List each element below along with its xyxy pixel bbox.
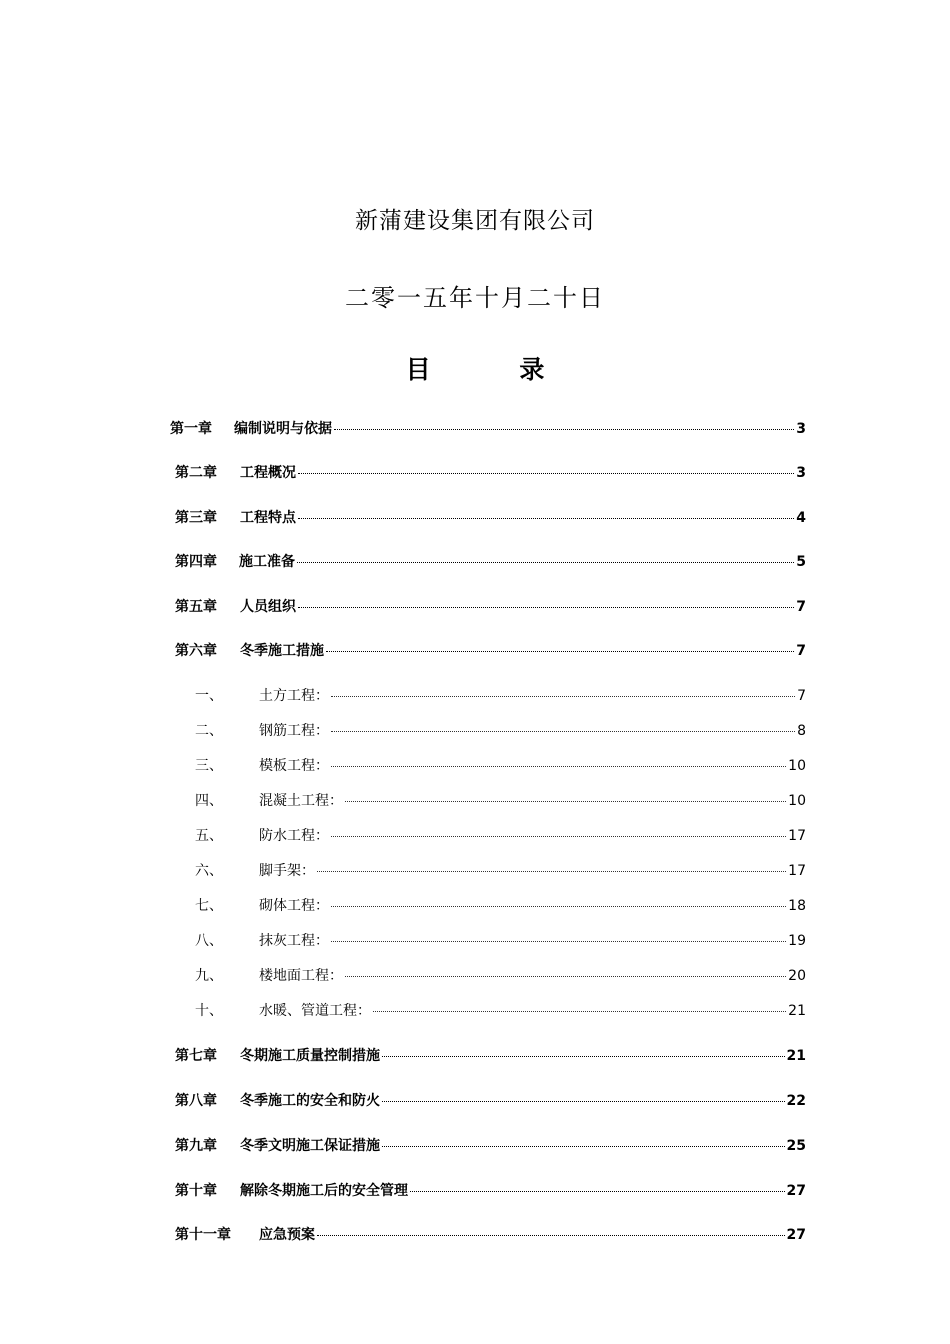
toc-chapter-10[interactable] bbox=[175, 1180, 806, 1200]
toc-section-1[interactable] bbox=[195, 685, 806, 705]
toc-chapter-title: 应急预案 bbox=[259, 1227, 315, 1243]
toc-page-number: 20 bbox=[788, 968, 806, 984]
toc-leader-dots bbox=[382, 1101, 785, 1102]
toc-chapter-title: 冬期施工质量控制措施 bbox=[240, 1048, 380, 1064]
toc-section-9[interactable] bbox=[195, 965, 806, 985]
toc-chapter-title: 解除冬期施工后的安全管理 bbox=[240, 1183, 408, 1199]
toc-chapter-title: 冬季施工的安全和防火 bbox=[240, 1093, 380, 1109]
toc-chapter-number: 第十章 bbox=[175, 1183, 217, 1199]
toc-chapter-8[interactable] bbox=[175, 1090, 806, 1110]
toc-title: 目 录 bbox=[405, 355, 585, 384]
toc-section-number: 一、 bbox=[195, 688, 223, 704]
toc-leader-dots bbox=[345, 976, 786, 977]
toc-chapter-9[interactable] bbox=[175, 1135, 806, 1155]
toc-chapter-number: 第六章 bbox=[175, 643, 217, 659]
toc-page-number: 5 bbox=[796, 554, 806, 570]
toc-section-number: 二、 bbox=[195, 723, 223, 739]
toc-chapter-title: 工程特点 bbox=[240, 510, 296, 526]
toc-section-title: 楼地面工程： bbox=[259, 968, 343, 984]
toc-leader-dots bbox=[382, 1146, 785, 1147]
toc-page-number: 17 bbox=[788, 828, 806, 844]
toc-section-title: 抹灰工程： bbox=[259, 933, 329, 949]
toc-chapter-number: 第九章 bbox=[175, 1138, 217, 1154]
toc-leader-dots bbox=[326, 651, 794, 652]
toc-page-number: 7 bbox=[797, 688, 806, 704]
toc-chapter-number: 第四章 bbox=[175, 554, 217, 570]
toc-leader-dots bbox=[331, 906, 786, 907]
toc-section-number: 八、 bbox=[195, 933, 223, 949]
toc-chapter-title: 施工准备 bbox=[239, 554, 295, 570]
toc-page-number: 8 bbox=[797, 723, 806, 739]
toc-page-number: 7 bbox=[796, 643, 806, 659]
toc-section-8[interactable] bbox=[195, 930, 806, 950]
toc-section-number: 七、 bbox=[195, 898, 223, 914]
toc-chapter-title: 工程概况 bbox=[240, 465, 296, 481]
toc-section-2[interactable] bbox=[195, 720, 806, 740]
toc-chapter-3[interactable] bbox=[175, 507, 806, 527]
toc-chapter-title: 冬季文明施工保证措施 bbox=[240, 1138, 380, 1154]
toc-section-4[interactable] bbox=[195, 790, 806, 810]
toc-page-number: 27 bbox=[786, 1183, 806, 1199]
toc-section-number: 十、 bbox=[195, 1003, 223, 1019]
toc-page-number: 17 bbox=[788, 863, 806, 879]
toc-page-number: 25 bbox=[786, 1138, 806, 1154]
toc-leader-dots bbox=[331, 696, 795, 697]
toc-section-number: 三、 bbox=[195, 758, 223, 774]
toc-page-number: 3 bbox=[796, 421, 806, 437]
toc-leader-dots bbox=[410, 1191, 785, 1192]
toc-leader-dots bbox=[331, 731, 795, 732]
toc-leader-dots bbox=[331, 941, 786, 942]
toc-chapter-title: 冬季施工措施 bbox=[240, 643, 324, 659]
toc-section-title: 混凝土工程： bbox=[259, 793, 343, 809]
toc-chapter-4[interactable] bbox=[175, 551, 806, 571]
toc-chapter-11[interactable] bbox=[175, 1224, 806, 1244]
toc-section-3[interactable] bbox=[195, 755, 806, 775]
toc-chapter-title: 人员组织 bbox=[240, 599, 296, 615]
toc-section-number: 九、 bbox=[195, 968, 223, 984]
toc-page-number: 27 bbox=[786, 1227, 806, 1243]
toc-page-number: 3 bbox=[796, 465, 806, 481]
toc-leader-dots bbox=[297, 562, 794, 563]
toc-leader-dots bbox=[331, 836, 786, 837]
toc-section-title: 土方工程： bbox=[259, 688, 329, 704]
toc-chapter-title: 编制说明与依据 bbox=[234, 421, 332, 437]
toc-chapter-number: 第十一章 bbox=[175, 1227, 231, 1243]
toc-chapter-5[interactable] bbox=[175, 596, 806, 616]
toc-chapter-2[interactable] bbox=[175, 462, 806, 482]
toc-leader-dots bbox=[298, 473, 794, 474]
toc-leader-dots bbox=[382, 1056, 785, 1057]
toc-page-number: 22 bbox=[786, 1093, 806, 1109]
toc-chapter-6[interactable] bbox=[175, 640, 806, 660]
toc-section-title: 防水工程： bbox=[259, 828, 329, 844]
toc-section-number: 四、 bbox=[195, 793, 223, 809]
toc-leader-dots bbox=[317, 871, 786, 872]
toc-chapter-number: 第三章 bbox=[175, 510, 217, 526]
toc-leader-dots bbox=[331, 766, 786, 767]
toc-page-number: 10 bbox=[788, 758, 806, 774]
toc-chapter-number: 第一章 bbox=[170, 421, 212, 437]
toc-leader-dots bbox=[317, 1235, 785, 1236]
toc-section-6[interactable] bbox=[195, 860, 806, 880]
toc-page-number: 21 bbox=[788, 1003, 806, 1019]
toc-section-number: 六、 bbox=[195, 863, 223, 879]
toc-page-number: 19 bbox=[788, 933, 806, 949]
toc-chapter-number: 第二章 bbox=[175, 465, 217, 481]
toc-section-title: 钢筋工程： bbox=[259, 723, 329, 739]
toc-section-title: 脚手架： bbox=[259, 863, 315, 879]
toc-chapter-number: 第七章 bbox=[175, 1048, 217, 1064]
toc-leader-dots bbox=[298, 518, 794, 519]
toc-section-title: 砌体工程： bbox=[259, 898, 329, 914]
toc-chapter-number: 第八章 bbox=[175, 1093, 217, 1109]
toc-leader-dots bbox=[345, 801, 786, 802]
toc-section-5[interactable] bbox=[195, 825, 806, 845]
company-name: 新蒲建设集团有限公司 bbox=[355, 208, 595, 234]
toc-leader-dots bbox=[298, 607, 794, 608]
toc-section-title: 水暖、管道工程： bbox=[259, 1003, 371, 1019]
toc-section-10[interactable] bbox=[195, 1000, 806, 1020]
toc-page-number: 18 bbox=[788, 898, 806, 914]
toc-chapter-1[interactable] bbox=[170, 418, 806, 438]
toc-leader-dots bbox=[373, 1011, 786, 1012]
toc-section-number: 五、 bbox=[195, 828, 223, 844]
toc-section-title: 模板工程： bbox=[259, 758, 329, 774]
document-date: 二零一五年十月二十日 bbox=[345, 284, 605, 312]
toc-leader-dots bbox=[334, 429, 794, 430]
toc-chapter-number: 第五章 bbox=[175, 599, 217, 615]
toc-page-number: 21 bbox=[786, 1048, 806, 1064]
toc-chapter-7[interactable] bbox=[175, 1045, 806, 1065]
toc-page-number: 10 bbox=[788, 793, 806, 809]
toc-section-7[interactable] bbox=[195, 895, 806, 915]
toc-page-number: 7 bbox=[796, 599, 806, 615]
toc-page-number: 4 bbox=[796, 510, 806, 526]
